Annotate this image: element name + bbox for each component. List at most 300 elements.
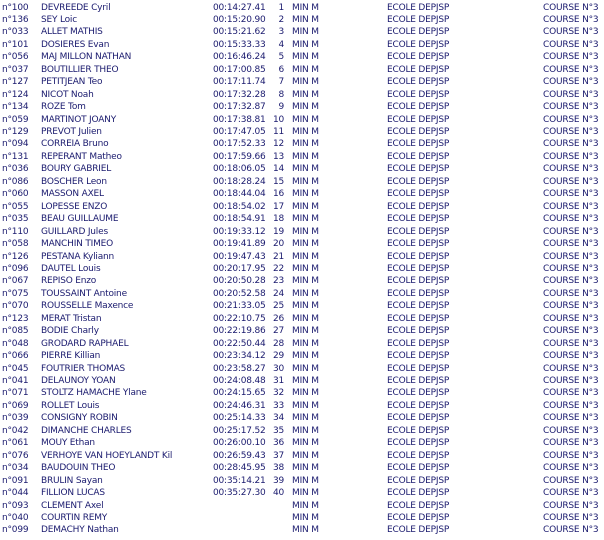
bib-cell: n°055 — [2, 201, 29, 212]
result-row — [0, 375, 604, 387]
category-cell: MIN M — [292, 2, 319, 13]
time-cell: 00:19:41.89 — [213, 239, 266, 250]
time-cell: 00:18:54.91 — [213, 214, 266, 225]
bib-cell: n°066 — [2, 351, 29, 362]
bib-cell: n°093 — [2, 500, 29, 511]
result-row — [0, 238, 604, 250]
name-cell: BOURY GABRIEL — [41, 164, 112, 175]
name-cell: REPERANT Matheo — [41, 151, 122, 162]
bib-cell: n°042 — [2, 425, 29, 436]
bib-cell: n°044 — [2, 488, 29, 499]
rank-cell: 15 — [272, 176, 284, 187]
result-row — [0, 400, 604, 412]
category-cell: MIN M — [292, 27, 319, 38]
school-cell: ECOLE DEPJSP — [387, 214, 450, 225]
name-cell: STOLTZ HAMACHE Ylane — [41, 388, 147, 399]
category-cell: MIN M — [292, 251, 319, 262]
name-cell: BOUTILLIER THEO — [41, 64, 119, 75]
time-cell: 00:15:33.33 — [213, 39, 266, 50]
bib-cell: n°034 — [2, 463, 29, 474]
name-cell: DEMACHY Nathan — [41, 525, 119, 536]
time-cell: 00:35:14.21 — [213, 475, 266, 486]
school-cell: ECOLE DEPJSP — [387, 89, 450, 100]
time-cell: 00:17:59.66 — [213, 151, 266, 162]
bib-cell: n°094 — [2, 139, 29, 150]
name-cell: CLEMENT Axel — [41, 500, 104, 511]
category-cell: MIN M — [292, 201, 319, 212]
category-cell: MIN M — [292, 77, 319, 88]
result-row — [0, 126, 604, 138]
category-cell: MIN M — [292, 288, 319, 299]
bib-cell: n°041 — [2, 376, 29, 386]
time-cell: 00:17:11.74 — [213, 77, 266, 88]
rank-cell: 6 — [278, 64, 284, 75]
school-cell: ECOLE DEPJSP — [387, 239, 450, 250]
time-cell: 00:18:06.05 — [213, 164, 266, 175]
rank-cell: 24 — [272, 288, 284, 299]
school-cell: ECOLE DEPJSP — [387, 400, 450, 411]
result-row — [0, 39, 604, 51]
category-cell: MIN M — [292, 438, 319, 449]
school-cell: ECOLE DEPJSP — [387, 102, 450, 113]
category-cell: MIN M — [292, 450, 319, 461]
name-cell: GRODARD RAPHAEL — [41, 338, 129, 349]
time-cell: 00:18:28.24 — [213, 176, 266, 187]
result-row — [0, 213, 604, 225]
rank-cell: 18 — [272, 214, 284, 225]
result-row — [0, 450, 604, 462]
course-cell: COURSE N°3 — [543, 488, 599, 499]
category-cell: MIN M — [292, 176, 319, 187]
rank-cell: 7 — [278, 77, 284, 88]
bib-cell: n°061 — [2, 438, 29, 449]
category-cell: MIN M — [292, 475, 319, 486]
rank-cell: 22 — [272, 263, 284, 274]
name-cell: TOUSSAINT Antoine — [41, 288, 127, 299]
rank-cell: 19 — [272, 226, 284, 237]
course-cell: COURSE N°3 — [543, 151, 599, 162]
bib-cell: n°075 — [2, 288, 29, 299]
name-cell: MAJ MILLON NATHAN — [41, 52, 132, 63]
name-cell: BODIE Charly — [41, 326, 99, 337]
school-cell: ECOLE DEPJSP — [387, 263, 450, 274]
time-cell: 00:25:14.33 — [213, 413, 266, 424]
school-cell: ECOLE DEPJSP — [387, 226, 450, 237]
school-cell: ECOLE DEPJSP — [387, 151, 450, 162]
category-cell: MIN M — [292, 388, 319, 399]
time-cell: 00:19:47.43 — [213, 251, 266, 262]
result-row — [0, 313, 604, 325]
time-cell: 00:21:33.05 — [213, 301, 266, 312]
school-cell: ECOLE DEPJSP — [387, 388, 450, 399]
bib-cell: n°127 — [2, 77, 29, 88]
school-cell: ECOLE DEPJSP — [387, 338, 450, 349]
school-cell: ECOLE DEPJSP — [387, 475, 450, 486]
bib-cell: n°048 — [2, 338, 29, 349]
category-cell: MIN M — [292, 14, 319, 25]
category-cell: MIN M — [292, 263, 319, 274]
rank-cell: 5 — [278, 52, 284, 63]
rank-cell: 25 — [272, 301, 284, 312]
course-cell: COURSE N°3 — [543, 288, 599, 299]
rank-cell: 38 — [272, 463, 284, 474]
time-cell: 00:22:19.86 — [213, 326, 266, 337]
rank-cell: 33 — [272, 400, 284, 411]
school-cell: ECOLE DEPJSP — [387, 276, 450, 287]
course-cell: COURSE N°3 — [543, 450, 599, 461]
bib-cell: n°086 — [2, 176, 29, 187]
rank-cell: 35 — [272, 425, 284, 436]
rank-cell: 26 — [272, 313, 284, 324]
course-cell: COURSE N°3 — [543, 463, 599, 474]
category-cell: MIN M — [292, 363, 319, 374]
result-row — [0, 300, 604, 312]
course-cell: COURSE N°3 — [543, 201, 599, 212]
rank-cell: 32 — [272, 388, 284, 399]
school-cell: ECOLE DEPJSP — [387, 301, 450, 312]
course-cell: COURSE N°3 — [543, 14, 599, 25]
result-row — [0, 14, 604, 26]
time-cell: 00:20:50.28 — [213, 276, 266, 287]
result-row — [0, 524, 604, 536]
time-cell: 00:23:34.12 — [213, 351, 266, 362]
category-cell: MIN M — [292, 326, 319, 337]
school-cell: ECOLE DEPJSP — [387, 363, 450, 374]
school-cell: ECOLE DEPJSP — [387, 77, 450, 88]
name-cell: ROZE Tom — [41, 102, 86, 113]
bib-cell: n°035 — [2, 214, 29, 225]
name-cell: PETITJEAN Teo — [41, 77, 103, 88]
time-cell: 00:15:20.90 — [213, 14, 266, 25]
category-cell: MIN M — [292, 313, 319, 324]
course-cell: COURSE N°3 — [543, 39, 599, 50]
name-cell: VERHOYE VAN HOEYLANDT Kil — [41, 450, 173, 461]
course-cell: COURSE N°3 — [543, 500, 599, 511]
course-cell: COURSE N°3 — [543, 52, 599, 63]
course-cell: COURSE N°3 — [543, 400, 599, 411]
course-cell: COURSE N°3 — [543, 251, 599, 262]
time-cell: 00:18:44.04 — [213, 189, 266, 200]
name-cell: ROLLET Louis — [41, 400, 100, 411]
name-cell: NICOT Noah — [41, 89, 94, 100]
bib-cell: n°033 — [2, 27, 29, 38]
bib-cell: n°036 — [2, 164, 29, 175]
school-cell: ECOLE DEPJSP — [387, 376, 450, 386]
time-cell: 00:35:27.30 — [213, 488, 266, 499]
school-cell: ECOLE DEPJSP — [387, 351, 450, 362]
school-cell: ECOLE DEPJSP — [387, 288, 450, 299]
bib-cell: n°099 — [2, 525, 29, 536]
result-row — [0, 188, 604, 200]
rank-cell: 16 — [272, 189, 284, 200]
rank-cell: 23 — [272, 276, 284, 287]
time-cell: 00:16:46.24 — [213, 52, 266, 63]
bib-cell: n°039 — [2, 413, 29, 424]
name-cell: BRULIN Sayan — [41, 475, 103, 486]
result-row — [0, 51, 604, 63]
name-cell: MERAT Tristan — [41, 313, 102, 324]
result-row — [0, 512, 604, 524]
result-row — [0, 2, 604, 14]
school-cell: ECOLE DEPJSP — [387, 438, 450, 449]
category-cell: MIN M — [292, 512, 319, 523]
result-row — [0, 288, 604, 300]
course-cell: COURSE N°3 — [543, 239, 599, 250]
course-cell: COURSE N°3 — [543, 438, 599, 449]
school-cell: ECOLE DEPJSP — [387, 114, 450, 125]
name-cell: DEVREEDE Cyril — [41, 2, 111, 13]
result-row — [0, 201, 604, 213]
bib-cell: n°067 — [2, 276, 29, 287]
course-cell: COURSE N°3 — [543, 164, 599, 175]
result-row — [0, 475, 604, 487]
name-cell: SEY Loic — [41, 14, 77, 25]
school-cell: ECOLE DEPJSP — [387, 512, 450, 523]
time-cell: 00:22:50.44 — [213, 338, 266, 349]
result-row — [0, 114, 604, 126]
name-cell: CORREIA Bruno — [41, 139, 109, 150]
course-cell: COURSE N°3 — [543, 77, 599, 88]
time-cell: 00:17:32.87 — [213, 102, 266, 113]
result-row — [0, 387, 604, 399]
time-cell: 00:20:52.58 — [213, 288, 266, 299]
course-cell: COURSE N°3 — [543, 114, 599, 125]
school-cell: ECOLE DEPJSP — [387, 139, 450, 150]
name-cell: DOSIERES Evan — [41, 39, 110, 50]
result-row — [0, 26, 604, 38]
time-cell: 00:24:46.31 — [213, 400, 266, 411]
course-cell: COURSE N°3 — [543, 27, 599, 38]
school-cell: ECOLE DEPJSP — [387, 525, 450, 536]
result-row — [0, 325, 604, 337]
rank-cell: 3 — [278, 27, 284, 38]
bib-cell: n°131 — [2, 151, 29, 162]
name-cell: MASSON AXEL — [41, 189, 104, 200]
rank-cell: 11 — [272, 127, 284, 137]
bib-cell: n°124 — [2, 89, 29, 100]
school-cell: ECOLE DEPJSP — [387, 189, 450, 200]
category-cell: MIN M — [292, 64, 319, 75]
time-cell: 00:17:47.05 — [213, 127, 266, 137]
rank-cell: 39 — [272, 475, 284, 486]
name-cell: BOSCHER Leon — [41, 176, 107, 187]
bib-cell: n°059 — [2, 114, 29, 125]
school-cell: ECOLE DEPJSP — [387, 201, 450, 212]
school-cell: ECOLE DEPJSP — [387, 64, 450, 75]
rank-cell: 21 — [272, 251, 284, 262]
school-cell: ECOLE DEPJSP — [387, 52, 450, 63]
course-cell: COURSE N°3 — [543, 301, 599, 312]
time-cell: 00:24:15.65 — [213, 388, 266, 399]
course-cell: COURSE N°3 — [543, 2, 599, 13]
bib-cell: n°101 — [2, 39, 29, 50]
rank-cell: 13 — [272, 151, 284, 162]
time-cell: 00:15:21.62 — [213, 27, 266, 38]
school-cell: ECOLE DEPJSP — [387, 14, 450, 25]
course-cell: COURSE N°3 — [543, 64, 599, 75]
name-cell: ALLET MATHIS — [41, 27, 103, 38]
rank-cell: 29 — [272, 351, 284, 362]
name-cell: REPISO Enzo — [41, 276, 97, 287]
rank-cell: 10 — [272, 114, 284, 125]
category-cell: MIN M — [292, 400, 319, 411]
time-cell: 00:14:27.41 — [213, 2, 266, 13]
name-cell: PESTANA Kyliann — [41, 251, 115, 262]
name-cell: FOUTRIER THOMAS — [41, 363, 126, 374]
result-row — [0, 76, 604, 88]
course-cell: COURSE N°3 — [543, 363, 599, 374]
rank-cell: 4 — [278, 39, 284, 50]
bib-cell: n°136 — [2, 14, 29, 25]
name-cell: DELAUNOY YOAN — [41, 376, 116, 386]
name-cell: GUILLARD Jules — [41, 226, 108, 237]
rank-cell: 12 — [272, 139, 284, 150]
rank-cell: 8 — [278, 89, 284, 100]
bib-cell: n°058 — [2, 239, 29, 250]
course-cell: COURSE N°3 — [543, 276, 599, 287]
course-cell: COURSE N°3 — [543, 102, 599, 113]
result-row — [0, 363, 604, 375]
result-row — [0, 338, 604, 350]
name-cell: ROUSSELLE Maxence — [41, 301, 134, 312]
school-cell: ECOLE DEPJSP — [387, 313, 450, 324]
category-cell: MIN M — [292, 127, 319, 137]
rank-cell: 28 — [272, 338, 284, 349]
time-cell: 00:20:17.95 — [213, 263, 266, 274]
time-cell: 00:19:33.12 — [213, 226, 266, 237]
name-cell: MANCHIN TIMEO — [41, 239, 114, 250]
rank-cell: 2 — [278, 14, 284, 25]
bib-cell: n°040 — [2, 512, 29, 523]
rank-cell: 17 — [272, 201, 284, 212]
name-cell: MARTINOT JOANY — [41, 114, 117, 125]
category-cell: MIN M — [292, 500, 319, 511]
rank-cell: 14 — [272, 164, 284, 175]
school-cell: ECOLE DEPJSP — [387, 251, 450, 262]
school-cell: ECOLE DEPJSP — [387, 500, 450, 511]
school-cell: ECOLE DEPJSP — [387, 27, 450, 38]
time-cell: 00:28:45.95 — [213, 463, 266, 474]
school-cell: ECOLE DEPJSP — [387, 450, 450, 461]
time-cell: 00:17:38.81 — [213, 114, 266, 125]
time-cell: 00:24:08.48 — [213, 376, 266, 386]
rank-cell: 1 — [278, 2, 284, 13]
rank-cell: 9 — [278, 102, 284, 113]
course-cell: COURSE N°3 — [543, 425, 599, 436]
result-row — [0, 350, 604, 362]
course-cell: COURSE N°3 — [543, 139, 599, 150]
school-cell: ECOLE DEPJSP — [387, 39, 450, 50]
bib-cell: n°085 — [2, 326, 29, 337]
bib-cell: n°056 — [2, 52, 29, 63]
result-row — [0, 500, 604, 512]
bib-cell: n°129 — [2, 127, 29, 137]
name-cell: BEAU GUILLAUME — [41, 214, 119, 225]
course-cell: COURSE N°3 — [543, 127, 599, 137]
result-row — [0, 275, 604, 287]
time-cell: 00:17:52.33 — [213, 139, 266, 150]
category-cell: MIN M — [292, 351, 319, 362]
result-row — [0, 263, 604, 275]
course-cell: COURSE N°3 — [543, 351, 599, 362]
course-cell: COURSE N°3 — [543, 189, 599, 200]
course-cell: COURSE N°3 — [543, 475, 599, 486]
result-row — [0, 226, 604, 238]
bib-cell: n°069 — [2, 400, 29, 411]
name-cell: PIERRE Killian — [41, 351, 101, 362]
course-cell: COURSE N°3 — [543, 388, 599, 399]
category-cell: MIN M — [292, 52, 319, 63]
category-cell: MIN M — [292, 525, 319, 536]
category-cell: MIN M — [292, 139, 319, 150]
result-row — [0, 487, 604, 499]
bib-cell: n°070 — [2, 301, 29, 312]
category-cell: MIN M — [292, 338, 319, 349]
result-row — [0, 151, 604, 163]
category-cell: MIN M — [292, 114, 319, 125]
category-cell: MIN M — [292, 151, 319, 162]
category-cell: MIN M — [292, 413, 319, 424]
name-cell: DIMANCHE CHARLES — [41, 425, 132, 436]
bib-cell: n°045 — [2, 363, 29, 374]
course-cell: COURSE N°3 — [543, 338, 599, 349]
bib-cell: n°076 — [2, 450, 29, 461]
name-cell: BAUDOUIN THEO — [41, 463, 116, 474]
result-row — [0, 251, 604, 263]
course-cell: COURSE N°3 — [543, 176, 599, 187]
name-cell: CONSIGNY ROBIN — [41, 413, 118, 424]
category-cell: MIN M — [292, 301, 319, 312]
bib-cell: n°134 — [2, 102, 29, 113]
time-cell: 00:26:00.10 — [213, 438, 266, 449]
course-cell: COURSE N°3 — [543, 263, 599, 274]
bib-cell: n°100 — [2, 2, 29, 13]
bib-cell: n°037 — [2, 64, 29, 75]
course-cell: COURSE N°3 — [543, 512, 599, 523]
course-cell: COURSE N°3 — [543, 226, 599, 237]
result-row — [0, 412, 604, 424]
category-cell: MIN M — [292, 102, 319, 113]
bib-cell: n°123 — [2, 313, 29, 324]
category-cell: MIN M — [292, 164, 319, 175]
category-cell: MIN M — [292, 189, 319, 200]
school-cell: ECOLE DEPJSP — [387, 413, 450, 424]
bib-cell: n°071 — [2, 388, 29, 399]
result-row — [0, 138, 604, 150]
category-cell: MIN M — [292, 463, 319, 474]
time-cell: 00:25:17.52 — [213, 425, 266, 436]
rank-cell: 20 — [272, 239, 284, 250]
course-cell: COURSE N°3 — [543, 525, 599, 536]
category-cell: MIN M — [292, 226, 319, 237]
bib-cell: n°110 — [2, 226, 29, 237]
school-cell: ECOLE DEPJSP — [387, 176, 450, 187]
category-cell: MIN M — [292, 276, 319, 287]
name-cell: DAUTEL Louis — [41, 263, 101, 274]
rank-cell: 36 — [272, 438, 284, 449]
school-cell: ECOLE DEPJSP — [387, 127, 450, 137]
course-cell: COURSE N°3 — [543, 376, 599, 386]
category-cell: MIN M — [292, 239, 319, 250]
course-cell: COURSE N°3 — [543, 89, 599, 100]
category-cell: MIN M — [292, 89, 319, 100]
name-cell: COURTIN REMY — [41, 512, 108, 523]
result-row — [0, 437, 604, 449]
time-cell: 00:17:00.85 — [213, 64, 266, 75]
school-cell: ECOLE DEPJSP — [387, 2, 450, 13]
result-row — [0, 176, 604, 188]
name-cell: PREVOT Julien — [41, 127, 102, 137]
